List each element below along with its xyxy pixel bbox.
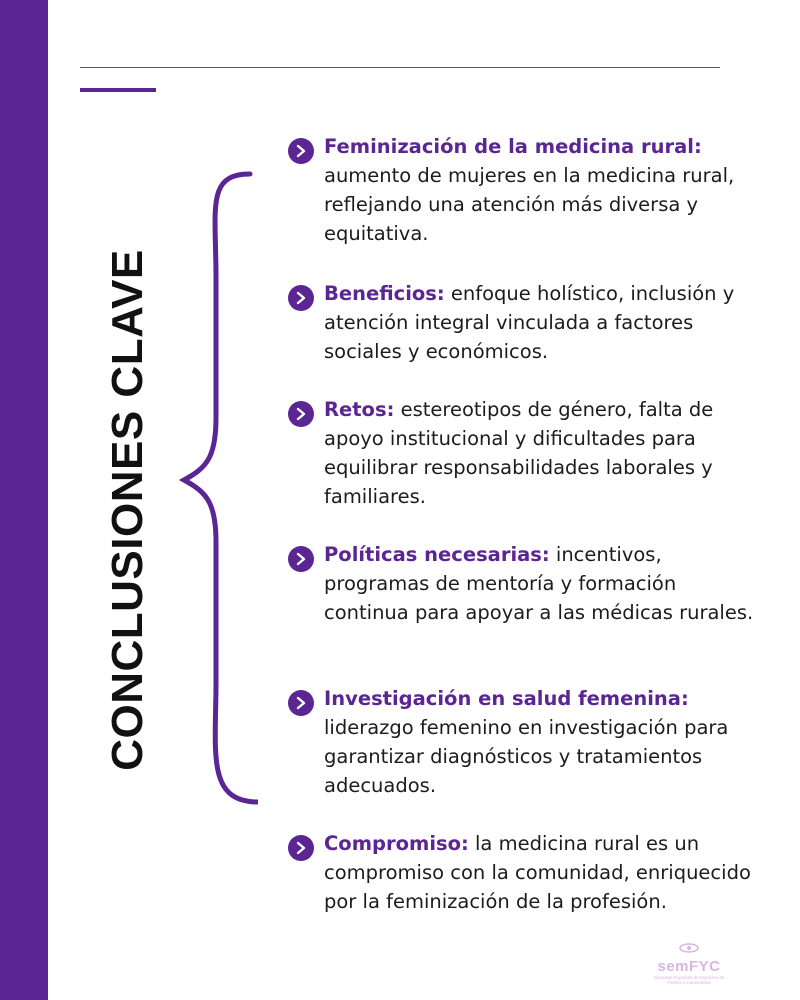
logo-name: semFYC [657, 958, 721, 975]
list-item [288, 279, 758, 366]
chevron-right-icon [288, 546, 314, 572]
item-text: liderazgo femenino en investigación para garantizar diagnósticos y tratamientos adecuados. [324, 716, 729, 797]
title-container [103, 249, 153, 771]
semfyc-logo [650, 940, 728, 985]
list-item [288, 829, 758, 916]
item-text: aumento de mujeres en la medicina rural, reflejando una atención más diversa y equitativa. [324, 164, 735, 245]
list-item [288, 395, 758, 511]
item-label: Retos: [324, 398, 395, 421]
chevron-right-icon [288, 138, 314, 164]
chevron-right-icon [288, 835, 314, 861]
item-label: Investigación en salud femenina: [324, 687, 689, 710]
list-item [288, 540, 758, 627]
item-text: incentivos, programas de mentoría y formación continua para apoyar a las médicas rurales. [324, 543, 754, 624]
logo-mark-icon [678, 943, 700, 953]
item-label: Feminización de la medicina rural: [324, 135, 702, 158]
logo-subtitle: Sociedad Española de Medicina de Familia y Comunitaria [653, 975, 725, 985]
accent-divider [80, 88, 156, 92]
item-text: enfoque holístico, inclusión y atención integral vinculada a factores sociales y económicos. [324, 282, 735, 363]
item-label: Políticas necesarias: [324, 543, 550, 566]
item-label: Compromiso: [324, 832, 469, 855]
brace-path [184, 174, 258, 802]
chevron-right-icon [288, 690, 314, 716]
item-text: la medicina rural es un compromiso con la comunidad, enriquecido por la feminización de la profesión. [324, 832, 751, 913]
list-item [288, 132, 758, 248]
curly-brace [178, 168, 258, 808]
top-divider [80, 67, 720, 68]
list-item [288, 684, 758, 800]
chevron-right-icon [288, 285, 314, 311]
page-title: CONCLUSIONES CLAVE [103, 249, 152, 771]
item-text: estereotipos de género, falta de apoyo institucional y dificultades para equilibrar responsabilidades laborales y familiares. [324, 398, 714, 508]
left-sidebar-bar [0, 0, 48, 1000]
item-label: Beneficios: [324, 282, 445, 305]
chevron-right-icon [288, 401, 314, 427]
